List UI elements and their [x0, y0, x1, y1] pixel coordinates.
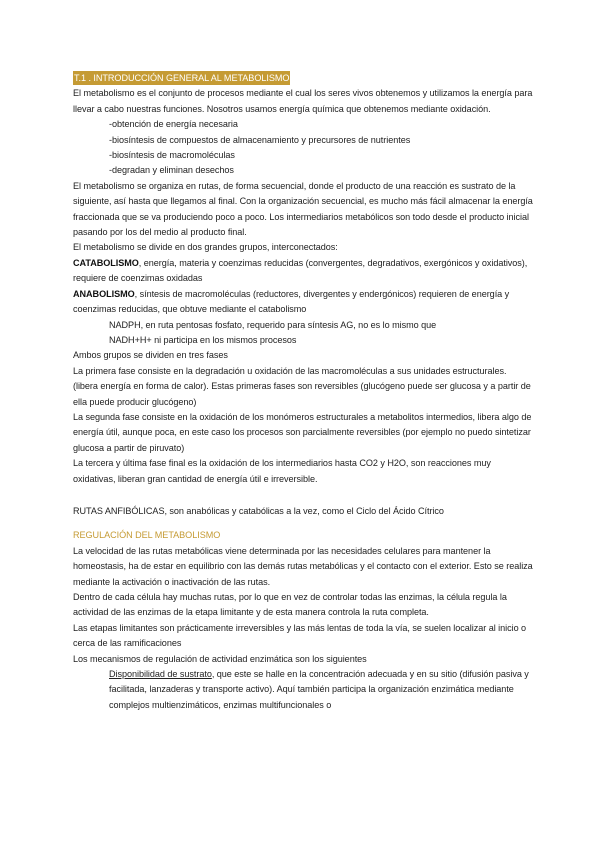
nadph-line: NADPH, en ruta pentosas fosfato, requerido para síntesis AG, no es lo mismo que	[109, 319, 437, 330]
routes-paragraph: El metabolismo se organiza en rutas, de forma secuencial, donde el producto de una reacción es sustrato de la siguiente, así hasta que llegamos al final. Con la organización secuencial, es mucho más fácil almacenar la energía fraccionada que se va produciendo poco a poco. Los intermediarios metabólicos son todo desde el producto inicial pasando por los del medio al producto final.	[73, 180, 533, 238]
regulation-paragraph: Las etapas limitantes son prácticamente irreversibles y las más lentas de toda la vía, se suelen localizar al inicio o cerca de las ramificaciones	[73, 622, 527, 649]
phases-intro: Ambos grupos se dividen en tres fases	[73, 350, 228, 361]
groups-paragraph: El metabolismo se divide en dos grandes grupos, interconectados:	[73, 242, 338, 253]
phase-1-paragraph: La primera fase consiste en la degradación u oxidación de las macromoléculas a sus unidades estructurales. (libera energía en forma de calor). Estas primeras fases son reversibles (glucógeno puede ser glucosa y a partir de ella puede producir glucógeno)	[73, 365, 531, 407]
disponibilidad-text: , que este se halle en la concentración adecuada y en su sitio (difusión pasiva y facilitada, lanzaderas y transporte activo). Aquí también participa la organización enzimática mediante complejos multienzimáticos, enzimas multifuncionales o	[109, 669, 529, 710]
disponibilidad-term: Disponibilidad de sustrato	[109, 669, 212, 680]
section-title: REGULACIÓN DEL METABOLISMO	[73, 530, 221, 541]
disponibilidad-paragraph	[73, 667, 533, 713]
document-page	[73, 71, 533, 713]
nadph-line: NADH+H+ ni participa en los mismos procesos	[109, 334, 297, 345]
anabolismo-paragraph	[73, 287, 533, 318]
intro-list-item: -obtención de energía necesaria	[109, 119, 238, 130]
intro-list-item: -biosíntesis de macromoléculas	[109, 150, 235, 161]
phase-3-paragraph: La tercera y última fase final es la oxidación de los intermediarios hasta CO2 y H2O, son reacciones muy oxidativas, liberan gran cantidad de energía útil e irreversible.	[73, 458, 491, 484]
chapter-title: T.1 . INTRODUCCIÓN GENERAL AL METABOLISMO	[74, 73, 290, 83]
catabolismo-paragraph	[73, 256, 533, 287]
intro-list-item: -biosíntesis de compuestos de almacenamiento y precursores de nutrientes	[109, 134, 411, 145]
regulation-paragraph: Dentro de cada célula hay muchas rutas, por lo que en vez de controlar todas las enzimas, la célula regula la actividad de las enzimas de la etapa limitante y de esta manera controla la ruta completa.	[73, 592, 507, 618]
catabolismo-text: , energía, materia y coenzimas reducidas (convergentes, degradativos, exergónicos y oxidativos), requiere de coenzimas oxidadas	[73, 257, 528, 284]
anfibolicas-paragraph: RUTAS ANFIBÓLICAS, son anabólicas y catabólicas a la vez, como el Ciclo del Ácido Cítrico	[73, 505, 444, 516]
phase-2-paragraph: La segunda fase consiste en la oxidación de los monómeros estructurales a metabolitos intermedios, libera algo de energía útil, aunque poca, en este caso los procesos son parcialmente reversibles (por ejemplo no puedo sintetizar glucosa a partir de piruvato)	[73, 411, 532, 453]
anabolismo-text: , síntesis de macromoléculas (reductores, divergentes y endergónicos) requieren de energía y coenzimas reducidas, que obtuve mediante el catabolismo	[73, 288, 510, 315]
intro-list-item: -degradan y eliminan desechos	[109, 165, 234, 176]
regulation-paragraph: La velocidad de las rutas metabólicas viene determinada por las necesidades celulares para mantener la homeostasis, ha de estar en equilibrio con las demás rutas metabólicas y el contacto con el exterior. Esto se realiza mediante la activación o inactivación de las rutas.	[73, 545, 533, 587]
anabolismo-term: ANABOLISMO	[73, 288, 135, 299]
regulation-paragraph: Los mecanismos de regulación de actividad enzimática son los siguientes	[73, 653, 367, 664]
catabolismo-term: CATABOLISMO	[73, 257, 139, 268]
intro-paragraph: El metabolismo es el conjunto de procesos mediante el cual los seres vivos obtenemos y utilizamos la energía para llevar a cabo nuestras funciones. Nosotros usamos energía química que obtenemos mediante oxidación.	[73, 88, 533, 114]
